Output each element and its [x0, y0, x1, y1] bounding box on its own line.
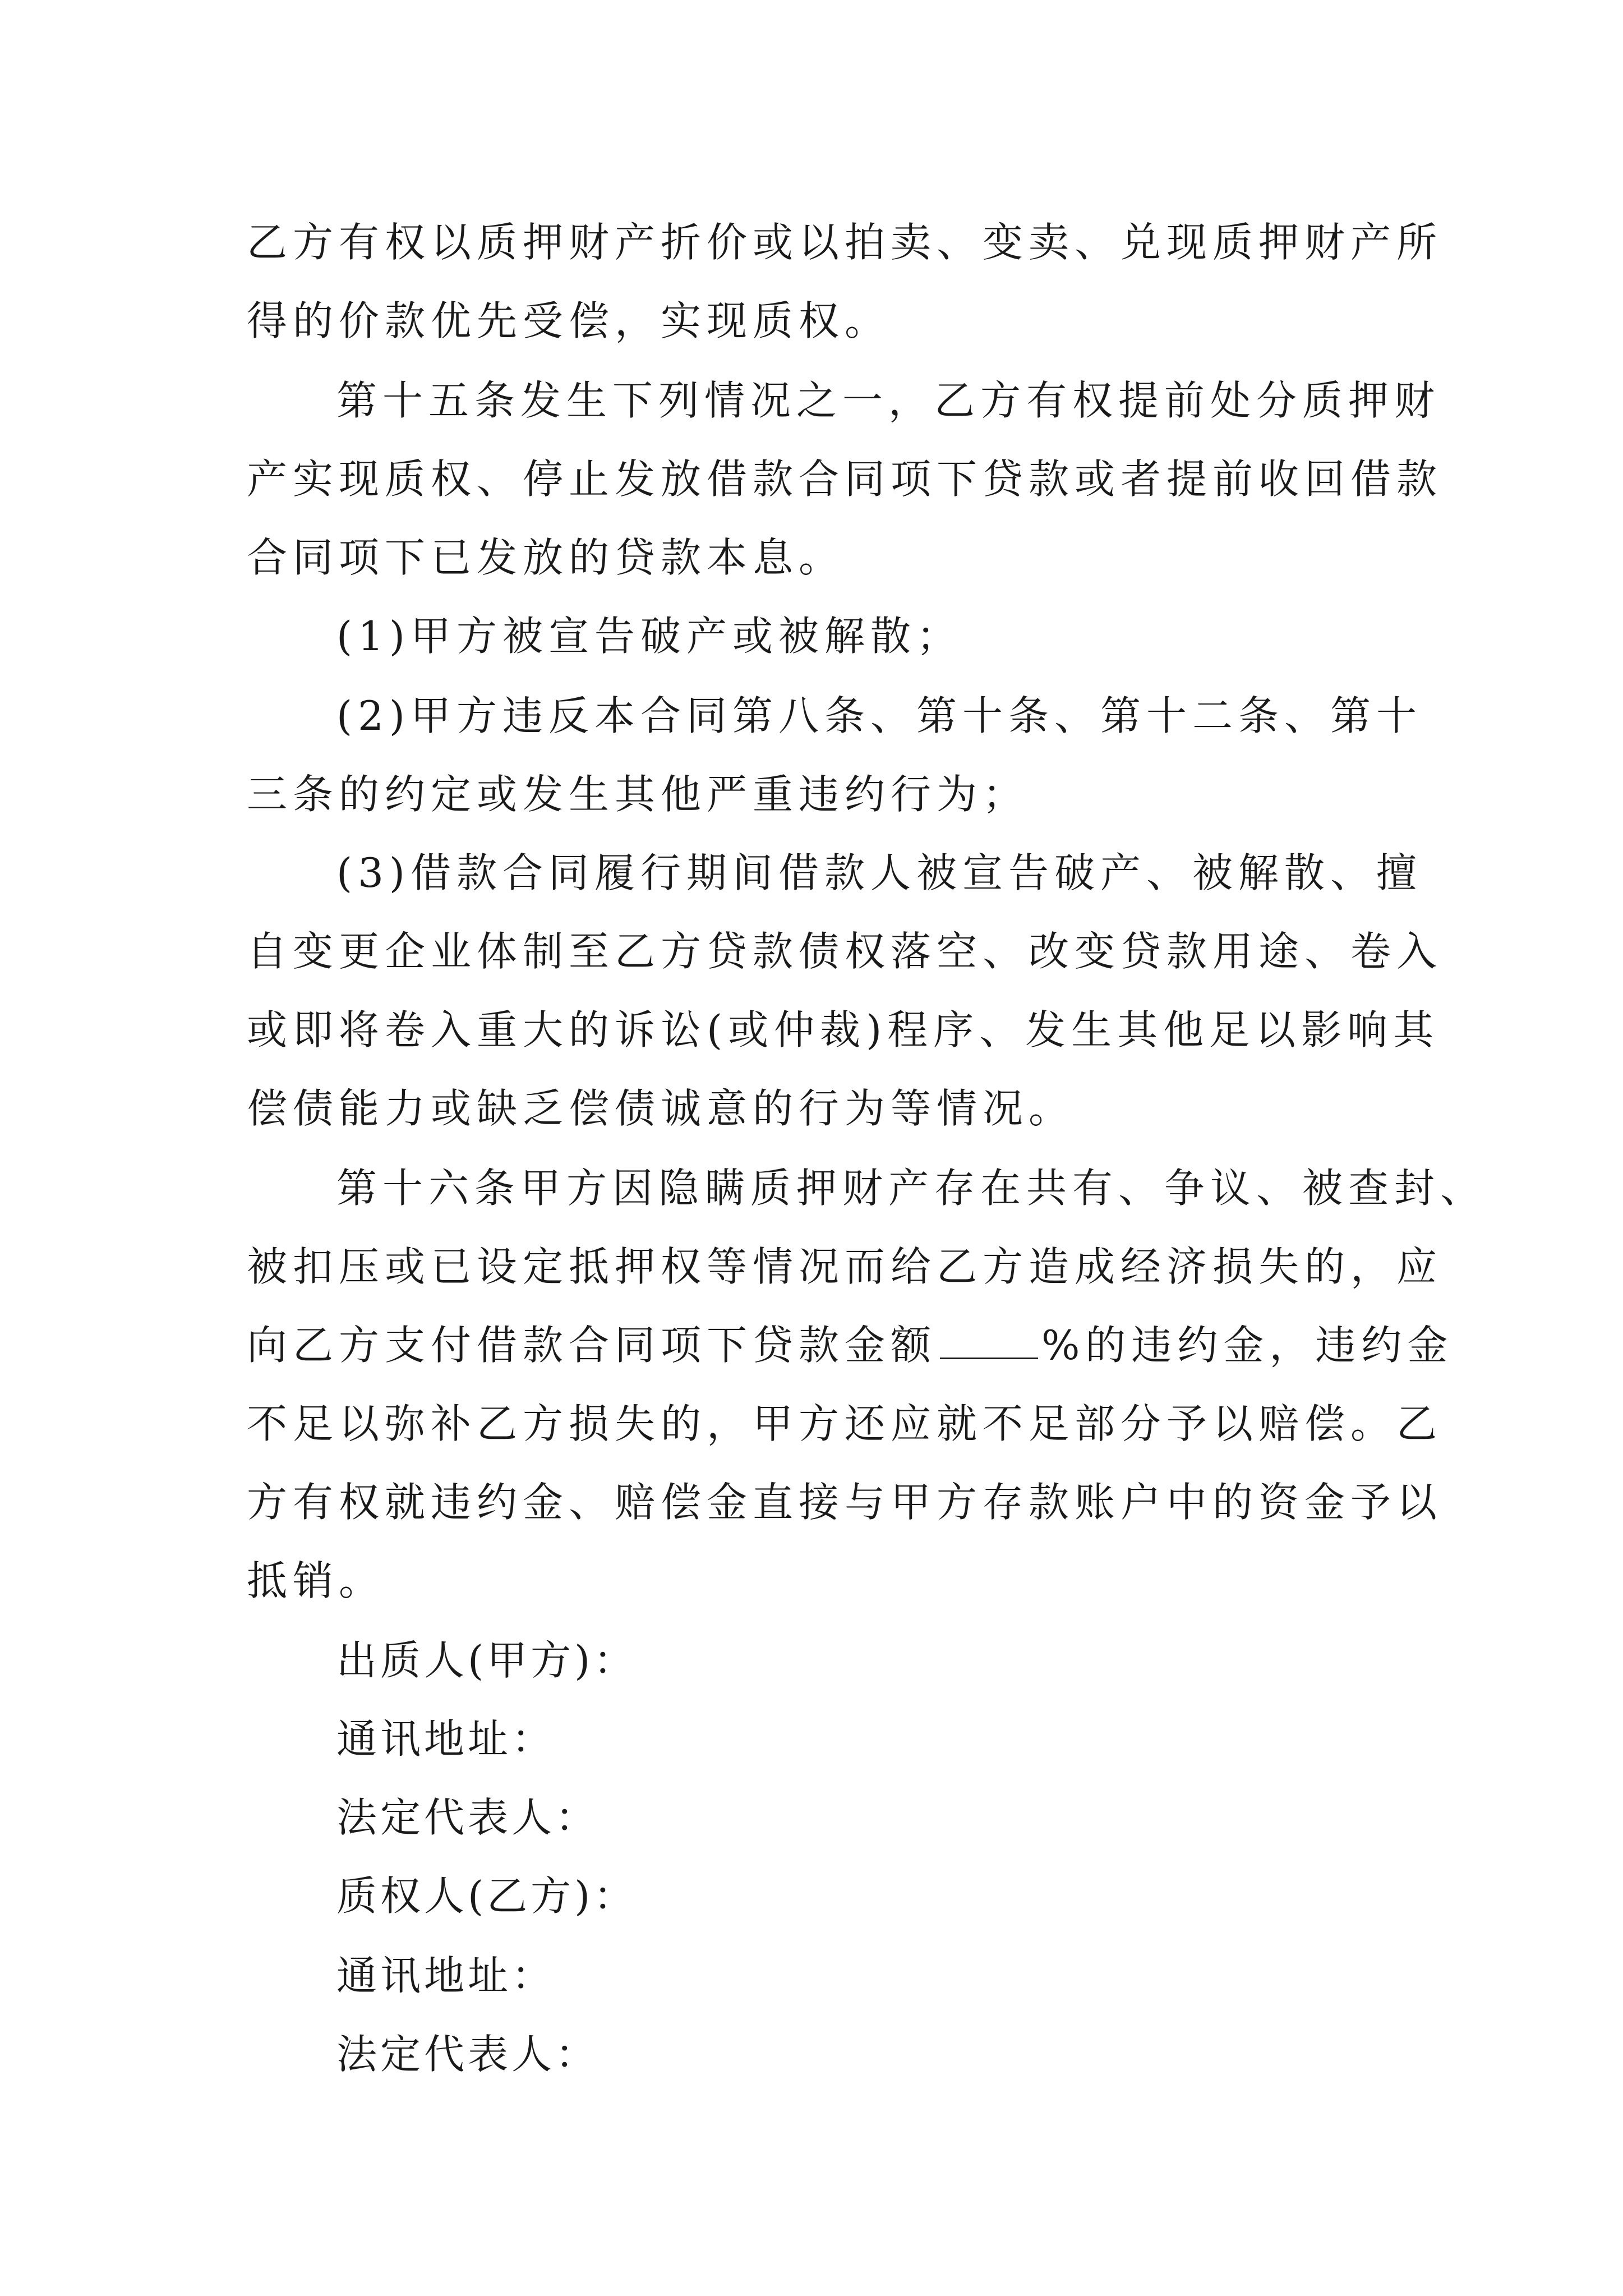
- item2-line-2: 三条的约定或发生其他严重违约行为；: [247, 771, 1029, 818]
- pledgee-representative-label: 法定代表人：: [336, 2031, 600, 2078]
- article16-line-1: 第十六条甲方因隐瞒质押财产存在共有、争议、被查封、: [336, 1165, 1487, 1212]
- article16-line-4: 不足以弥补乙方损失的，甲方还应就不足部分予以赔偿。乙: [247, 1400, 1443, 1447]
- article16-line-3-after-blank: %的违约金，违约金: [1041, 1322, 1454, 1369]
- item1-line-1: (1)甲方被宣告破产或被解散；: [336, 613, 962, 660]
- article15-line-1: 第十五条发生下列情况之一，乙方有权提前处分质押财: [336, 377, 1441, 424]
- article16-line-6: 抵销。: [247, 1557, 385, 1604]
- article15-line-2: 产实现质权、停止发放借款合同项下贷款或者提前收回借款: [247, 455, 1443, 503]
- article14-line-1: 乙方有权以质押财产折价或以拍卖、变卖、兑现质押财产所: [247, 219, 1443, 266]
- item3-line-2: 自变更企业体制至乙方贷款债权落空、改变贷款用途、卷入: [247, 928, 1443, 975]
- item3-line-1: (3)借款合同履行期间借款人被宣告破产、被解散、擅: [336, 849, 1422, 896]
- pledgor-representative-label: 法定代表人：: [336, 1794, 600, 1841]
- item2-line-1: (2)甲方违反本合同第八条、第十条、第十二条、第十: [336, 692, 1422, 739]
- article14-line-2: 得的价款优先受偿，实现质权。: [247, 297, 891, 344]
- item3-line-4: 偿债能力或缺乏偿债诚意的行为等情况。: [247, 1085, 1075, 1132]
- pledgee-address-label: 通讯地址：: [336, 1952, 556, 1999]
- pledgor-label: 出质人(甲方)：: [336, 1637, 638, 1684]
- pledgor-address-label: 通讯地址：: [336, 1715, 556, 1763]
- item3-line-3: 或即将卷入重大的诉讼(或仲裁)程序、发生其他足以影响其: [247, 1006, 1440, 1053]
- article16-line-2: 被扣压或已设定抵押权等情况而给乙方造成经济损失的，应: [247, 1243, 1443, 1290]
- article16-line-5: 方有权就违约金、赔偿金直接与甲方存款账户中的资金予以: [247, 1479, 1443, 1526]
- article16-line-3: [247, 1317, 1453, 1373]
- penalty-percentage-blank: [940, 1318, 1038, 1359]
- article16-line-3-before-blank: 向乙方支付借款合同项下贷款金额: [247, 1322, 937, 1369]
- pledgee-label: 质权人(乙方)：: [336, 1872, 638, 1920]
- article15-line-3: 合同项下已发放的贷款本息。: [247, 534, 845, 581]
